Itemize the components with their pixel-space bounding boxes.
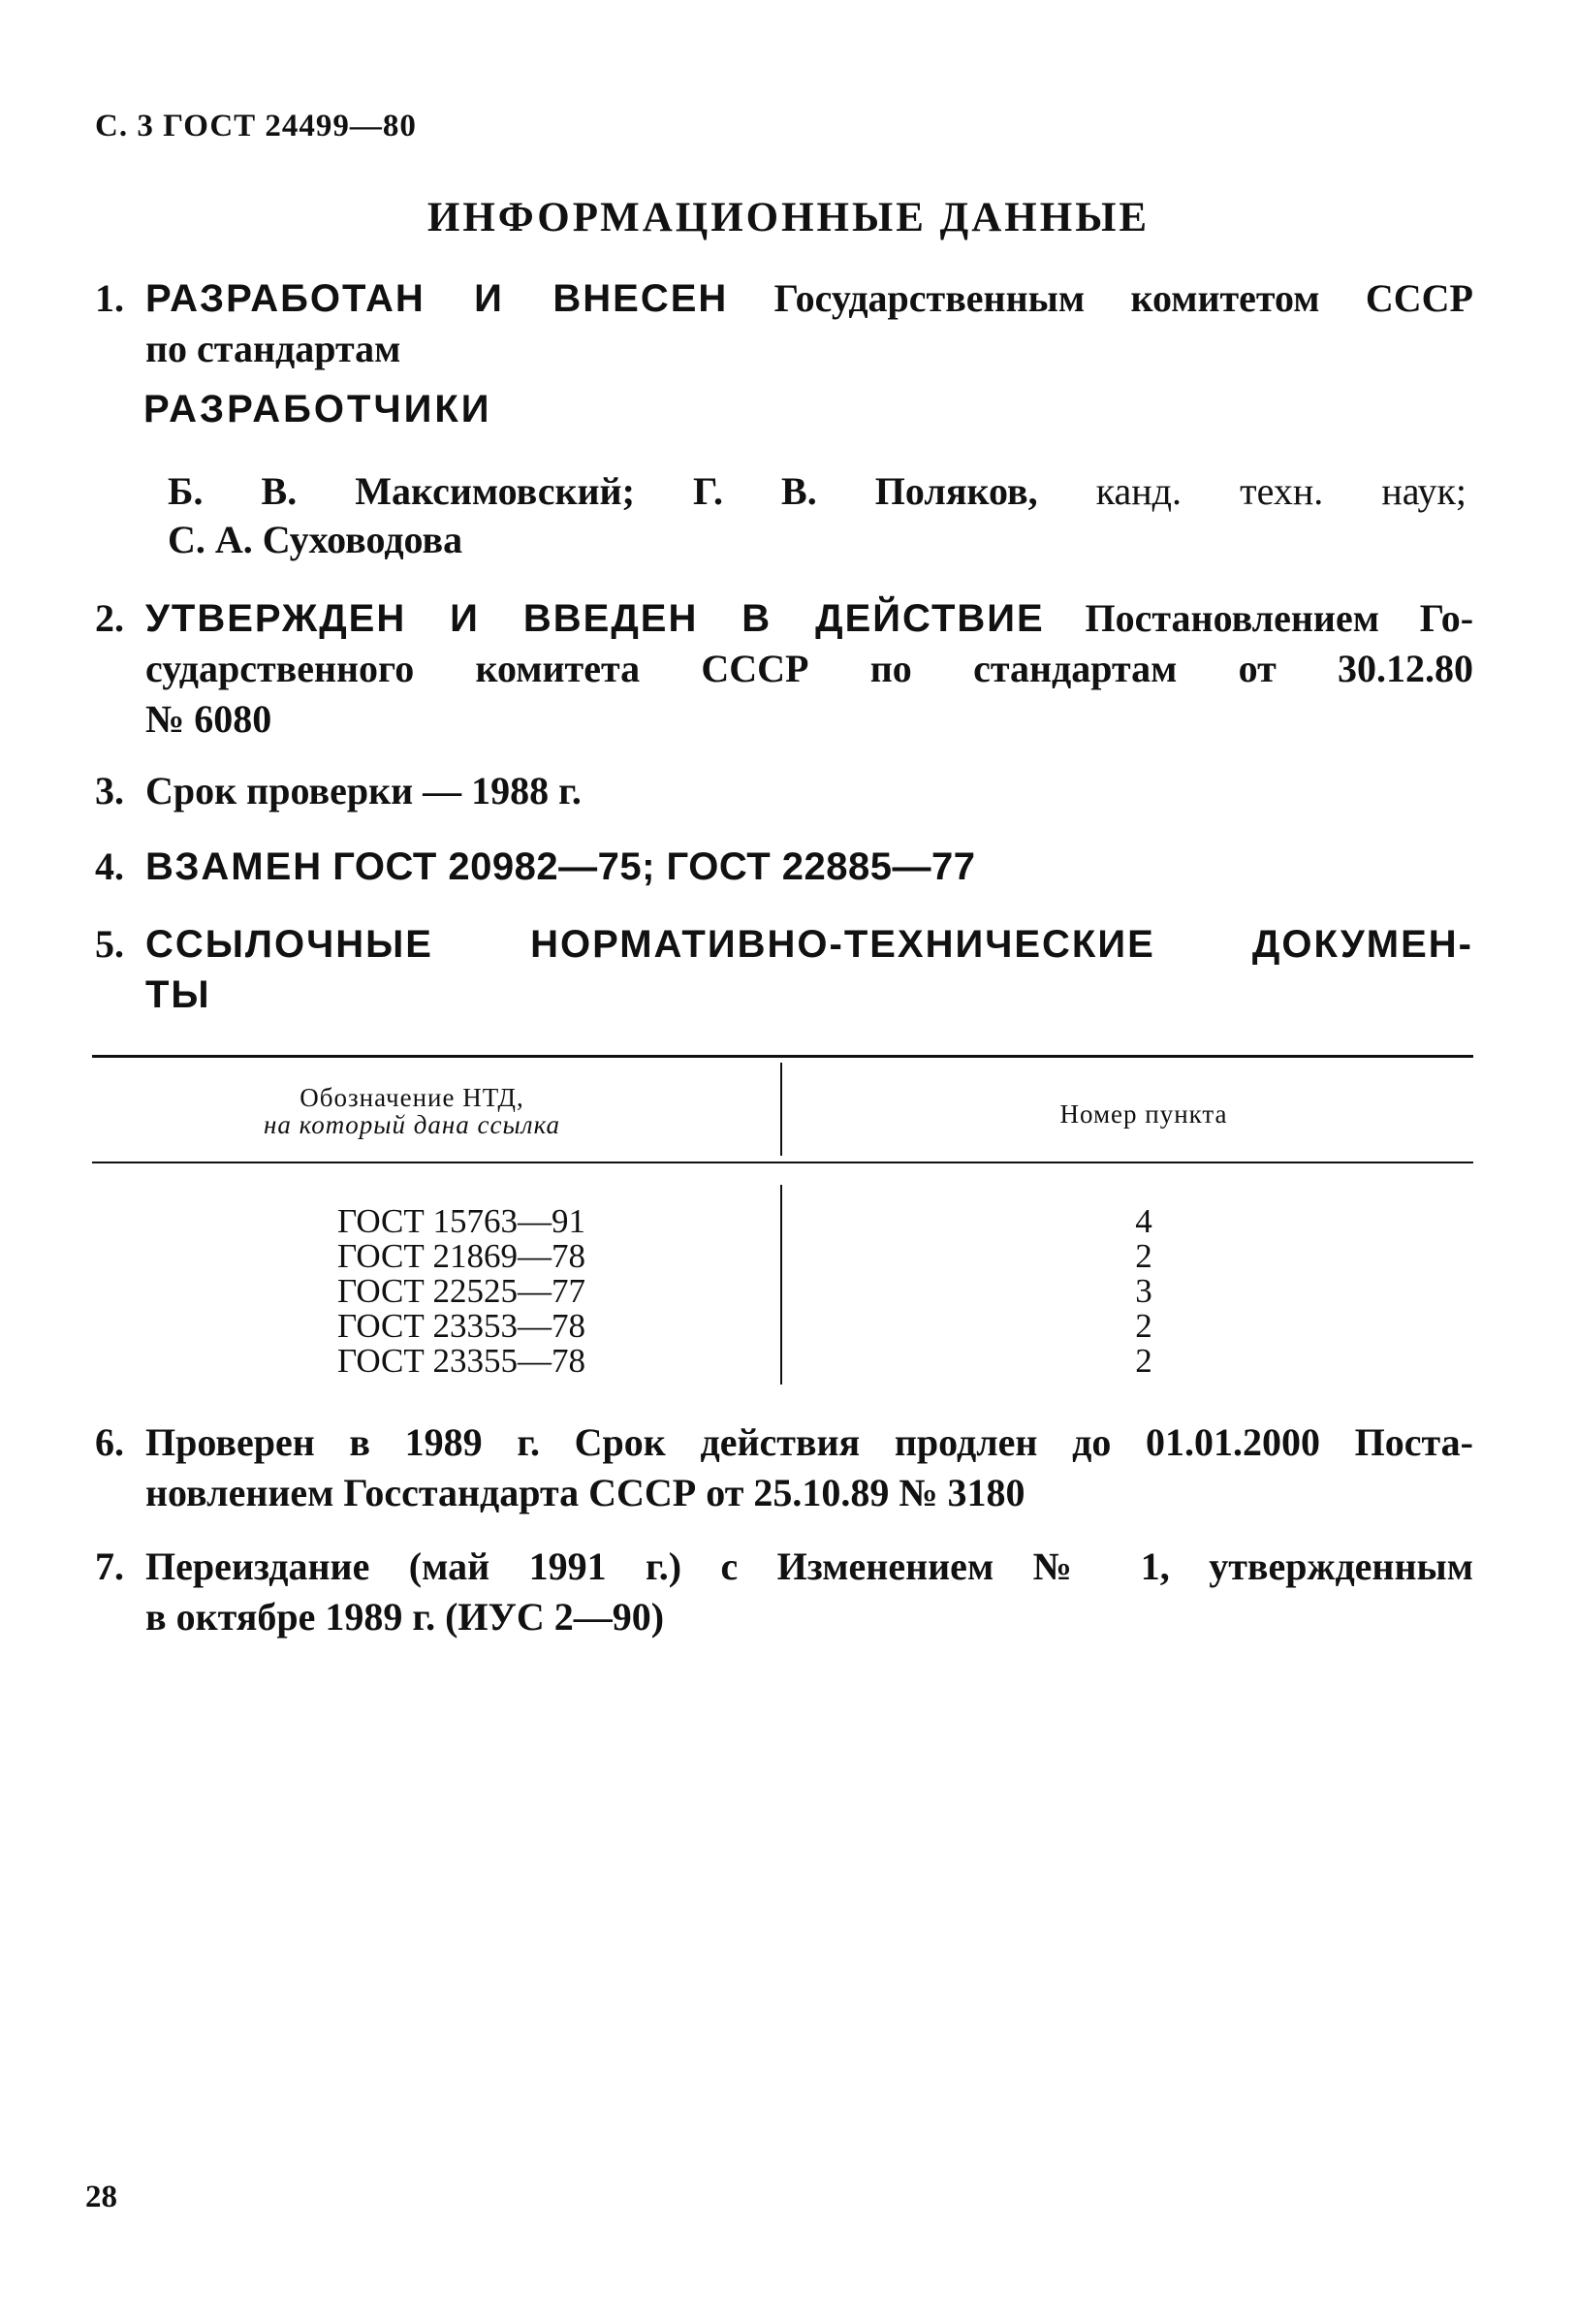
item-4-line (145, 842, 975, 892)
item-7-line-1: Переиздание (май 1991 г.) с Изменением № 1, утвержденным (145, 1544, 1473, 1588)
item-4-number: 4. (95, 844, 124, 888)
table-row-clause: 3 (1135, 1272, 1152, 1310)
table-column-documents (242, 1204, 585, 1379)
item-3 (95, 766, 1473, 820)
table-header-document-line-2: на который дана ссылка (263, 1110, 561, 1139)
item-1-lead: РАЗРАБОТАН И ВНЕСЕН (145, 277, 729, 320)
item-2-line-2-b: комитета (475, 647, 641, 690)
table-top-rule (92, 1055, 1473, 1058)
table-row-clause: 2 (1135, 1307, 1152, 1345)
item-2-line-3: № 6080 (145, 697, 272, 741)
developers-heading: РАЗРАБОТЧИКИ (143, 388, 492, 430)
item-7-line-2: в октябре 1989 г. (ИУС 2—90) (145, 1595, 665, 1639)
item-2 (95, 593, 1473, 748)
table-header-document (174, 1084, 649, 1138)
table-row-clause: 2 (1135, 1342, 1152, 1380)
item-2-line-2-a: сударственного (145, 647, 415, 690)
item-7-number: 7. (95, 1544, 124, 1588)
item-3-number: 3. (95, 769, 124, 812)
developers-line-1 (168, 467, 1467, 516)
table-row-doc: ГОСТ 22525—77 (336, 1272, 585, 1310)
item-5-line-2: ТЫ (145, 973, 211, 1016)
developers-line-2: С. А. Суховодова (168, 518, 463, 561)
section-title: ИНФОРМАЦИОННЫЕ ДАННЫЕ (426, 195, 1151, 240)
table-row-doc: ГОСТ 23353—78 (336, 1307, 585, 1345)
item-6-line-1: Проверен в 1989 г. Срок действия продлен до 01.01.2000 Поста- (145, 1420, 1473, 1464)
item-6 (95, 1417, 1473, 1524)
item-2-number: 2. (95, 596, 124, 640)
item-2-line-2-c: СССР по стандартам (701, 647, 1178, 690)
item-2-lead: УТВЕРЖДЕН И ВВЕДЕН В ДЕЙСТВИЕ (145, 597, 1045, 640)
table-column-clauses (1066, 1204, 1221, 1379)
item-6-number: 6. (95, 1420, 124, 1464)
table-header-rule (92, 1162, 1473, 1163)
item-2-line-2 (145, 644, 1473, 694)
table-row-doc: ГОСТ 23355—78 (336, 1342, 585, 1380)
item-1-text-2: по стандартам (145, 327, 401, 370)
item-5 (95, 919, 1473, 1026)
item-2-line-2-d: от 30.12.80 (1238, 647, 1474, 690)
page-header: С. 3 ГОСТ 24499—80 (95, 109, 417, 143)
item-1-text-1: Государственным комитетом СССР (773, 276, 1473, 320)
item-4 (95, 842, 1473, 896)
table-row-clause: 4 (1135, 1202, 1152, 1240)
item-3-text: Срок проверки — 1988 г. (145, 769, 582, 812)
item-2-text-1: Постановлением Го- (1085, 596, 1474, 640)
table-row-doc: ГОСТ 15763—91 (336, 1202, 585, 1240)
table-header-document-line-1: Обозначение НТД, (300, 1083, 524, 1112)
developers-list (168, 467, 1467, 564)
developers-degree-2: техн. (1240, 469, 1324, 513)
item-5-line-1-b: НОРМАТИВНО-ТЕХНИЧЕСКИЕ ДОКУМЕН- (530, 923, 1473, 966)
item-7 (95, 1542, 1473, 1648)
item-5-number: 5. (95, 922, 124, 966)
item-6-line-2: новлением Госстандарта СССР от 25.10.89 № 3180 (145, 1471, 1025, 1514)
table-row-clause: 2 (1135, 1237, 1152, 1275)
item-1 (95, 273, 1473, 380)
table-header-divider (780, 1063, 782, 1156)
developers-names: Б. В. Максимовский; Г. В. Поляков, (168, 469, 1038, 513)
table-row-doc: ГОСТ 21869—78 (336, 1237, 585, 1275)
item-1-number: 1. (95, 276, 124, 320)
item-5-line-1-a: ССЫЛОЧНЫЕ (145, 923, 433, 966)
developers-degree-1: канд. (1095, 469, 1183, 513)
item-4-lead: ВЗАМЕН (145, 845, 324, 888)
page-number: 28 (85, 2180, 117, 2214)
item-2-line-1 (145, 593, 1473, 644)
table-header-clause: Номер пункта (1059, 1099, 1228, 1129)
table-body-divider (780, 1185, 782, 1385)
developers-degree-3: наук; (1381, 469, 1467, 513)
item-5-line-1 (145, 919, 1473, 970)
item-4-text: ГОСТ 20982—75; ГОСТ 22885—77 (332, 845, 976, 888)
item-1-line-1 (145, 273, 1473, 324)
